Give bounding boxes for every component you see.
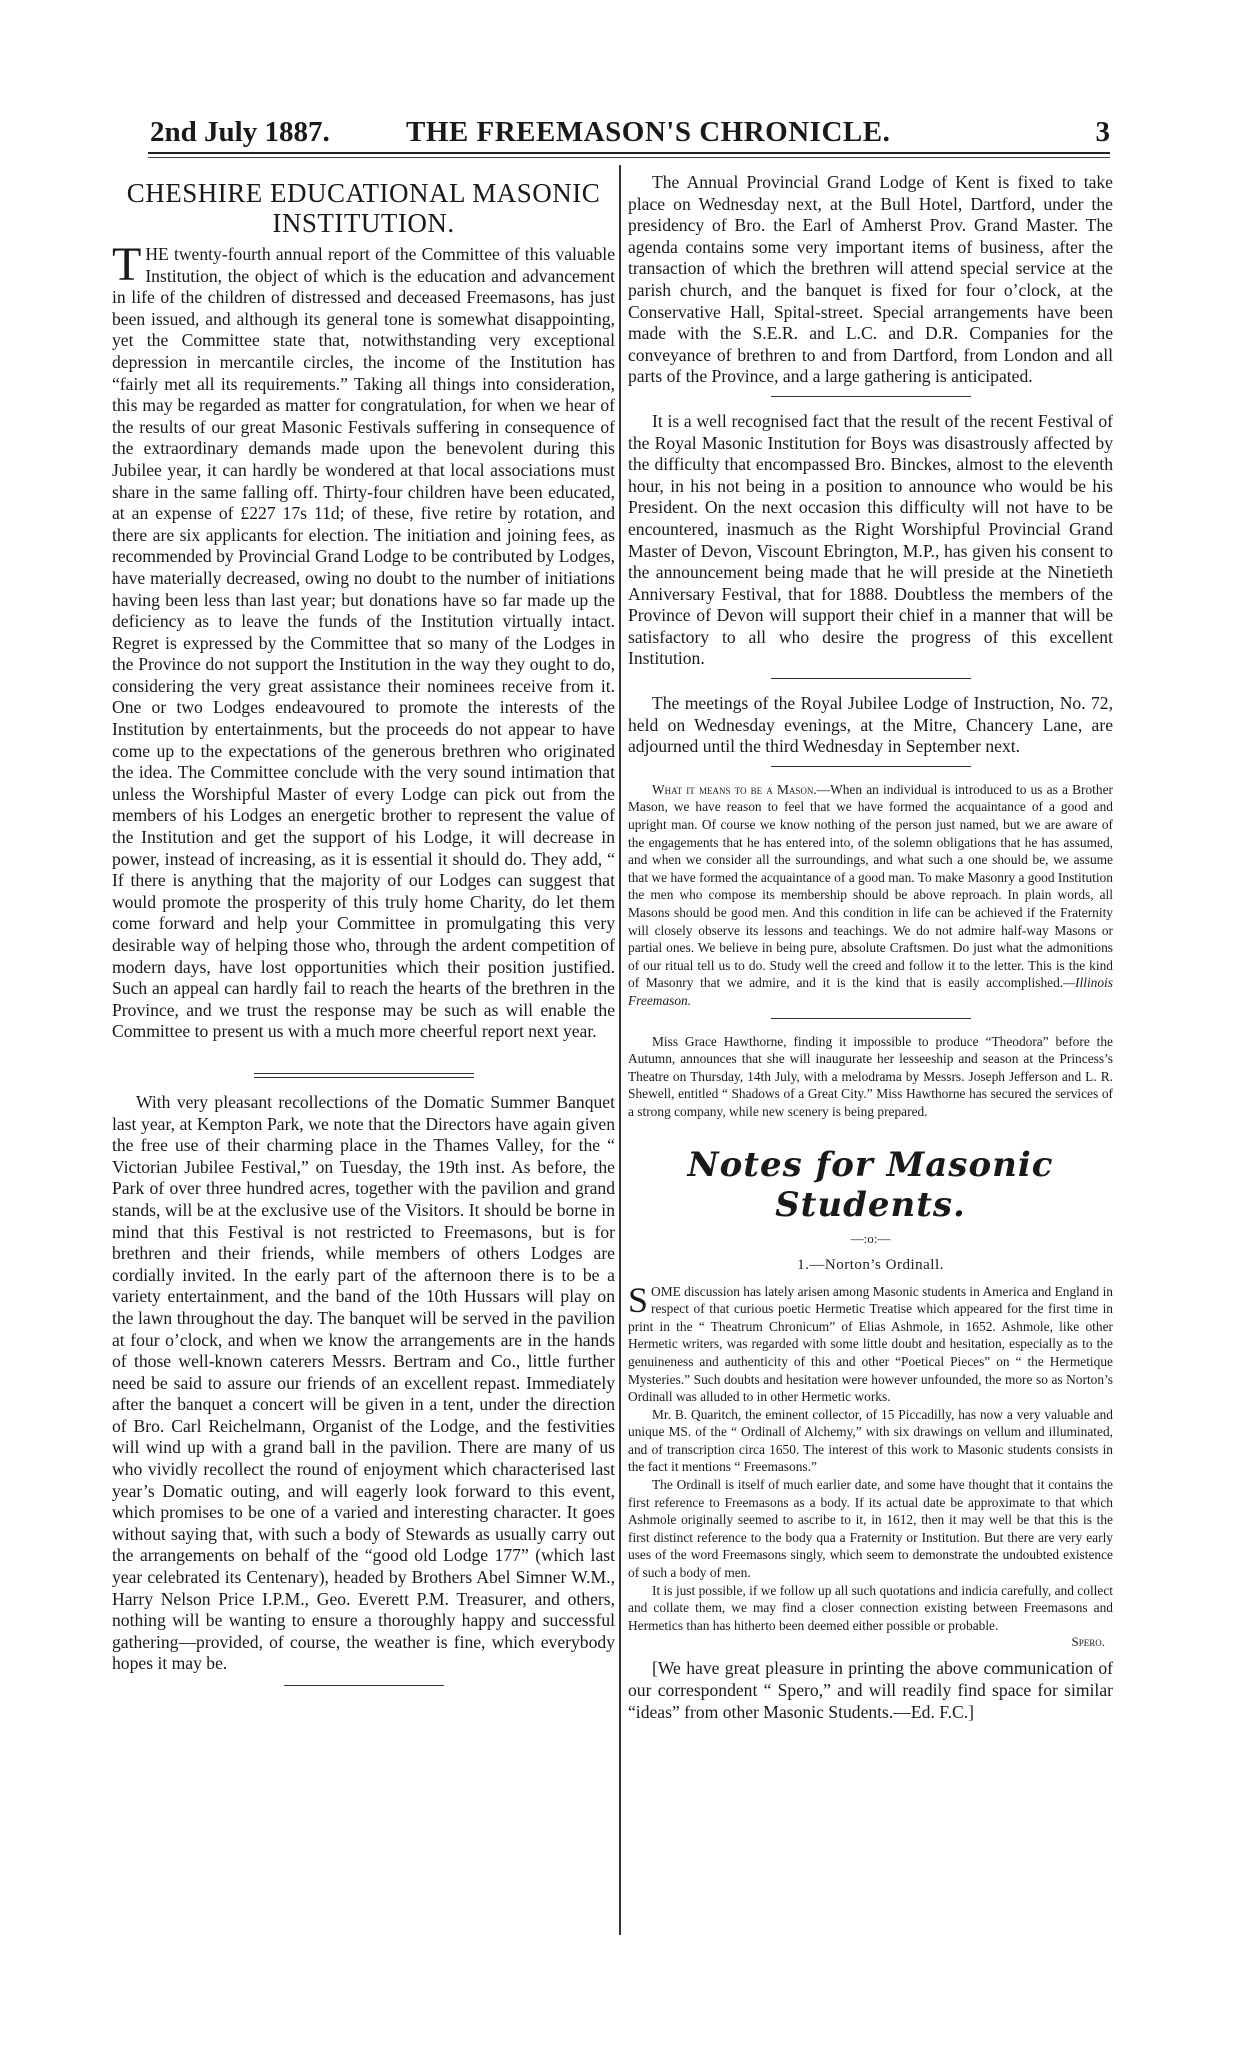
notes-paragraph-2: Mr. B. Quaritch, the eminent collector, of 15 Piccadilly, has now a very valuable and unique MS. of the “ Ordinall of Alchemy,” with six drawings on vellum and illuminated, and of transcription circa 1650. The interest of this work to Masonic students consists in the fact it mentions “ Freemasons.” [628, 1406, 1113, 1475]
newspaper-title: THE FREEMASON'S CHRONICLE. [406, 116, 891, 148]
mason-source: —Illinois Freemason. [628, 975, 1113, 1008]
mason-body: —When an individual is introduced to us as a Brother Mason, we have reason to feel that we have formed the acquaintance of a good and upright man. Of course we know nothing of the person just named, but we are aware of the engagements that he has entered into, of the solemn obligations that he has assumed, and when we consider all the surroundings, and what such a one should be, we assume that we have formed the acquaintance of a good man. To make Masonry a good Institution the men who compose its membership should be above reproach. In plain words, all Masons should be good men. And this condition in life can be achieved if the Fraternity will closely observe its lessons and teachings. We do not admire half-way Masons or partial ones. We believe in being pure, absolute Craftsmen. Do just what the admonitions of our ritual tell us to do. Study well the creed and follow it to the letter. This is the kind of Masonry that we admire, and it is the kind that is easily accomplished. [628, 781, 1113, 991]
notes-paragraph-3: The Ordinall is itself of much earlier date, and some have thought that it contains the first reference to Freemasons as a body. If its actual date be approximate to that which Ashmole originally seemed to ascribe to it, in 1612, then it may well be that this is the first distinct reference to the body qua a Fraternity or Institution. But there are very early uses of the word Freemasons singly, which seem to demonstrate the undoubted existence of such a body of men. [628, 1477, 1113, 1581]
mason-lead: What it means to be a Mason. [652, 781, 817, 797]
jubilee-lodge-article: The meetings of the Royal Jubilee Lodge of Instruction, No. 72, held on Wednesday evenings, at the Mitre, Chancery Lane, are adjourned until the third Wednesday in September next. [628, 693, 1113, 757]
drop-cap: T [112, 238, 142, 291]
notes-paragraph-4: It is just possible, if we follow up all such quotations and indicia carefully, and collect and collate them, we may find a closer connection existing between Freemasons and Hermetics than has hitherto been deemed either possible or probable. [628, 1582, 1113, 1633]
issue-date: 2nd July 1887. [150, 116, 330, 148]
mason-article [628, 781, 1113, 1010]
notes-paragraph-1 [628, 1279, 1113, 1406]
editor-note: [We have great pleasure in printing the above communication of our correspondent “ Spero,” and will readily find space for similar “ideas” from other Masonic Students.—Ed. F.C.] [628, 1658, 1113, 1722]
column-divider [619, 165, 621, 1935]
domatic-article: With very pleasant recollections of the Domatic Summer Banquet last year, at Kempton Park, we note that the Directors have again given the free use of their charming place in the Thames Valley, for the “ Victorian Jubilee Festival,” on Tuesday, the 19th inst. As before, the Park of over three hundred acres, together with the pavilion and grand stands, will be at the exclusive use of the Visitors. It should be borne in mind that this Festival is not restricted to Freemasons, but is for brethren and their friends, while members of others Lodges are cordially invited. In the early part of the afternoon there is to be a variety entertainment, and the band of the 10th Hussars will play on the lawn throughout the day. The banquet will be served in the pavilion at four o’clock, and when we know the arrangements are in the hands of those well-known caterers Messrs. Bertram and Co., little further need be said to assure our friends of an excellent repast. Immediately after the banquet a concert will be given in a tent, under the direction of Bro. Carl Reichelmann, Organist of the Lodge, and the festivities will wind up with a grand ball in the pavilion. There are many of us who vividly recollect the round of enjoyment which characterised last year’s Domatic outing, and will eagerly look forward to this event, which promises to be one of a varied and interesting character. It goes without saying that, with such a body of Stewards as usually carry out the arrangements on behalf of the “good old Lodge 177” (which last year celebrated its Centenary), headed by Brothers Abel Simner W.M., Harry Nelson Price I.P.M., Geo. Everett P.M. Treasurer, and others, nothing will be wanting to ensure a thoroughly happy and successful gathering—provided, of course, the weather is fine, which everybody hopes it may be. [112, 1091, 615, 1674]
notes-subhead: 1.—Norton’s Ordinall. [797, 1256, 944, 1273]
masthead [150, 112, 1110, 152]
masthead-rule-thin [148, 157, 1110, 158]
signature: Spero. [1071, 1634, 1105, 1650]
left-column [112, 172, 615, 1686]
drop-cap: S [628, 1279, 649, 1320]
cheshire-body: HE twenty-fourth annual report of the Committee of this valuable Institution, the object of which is the education and advancement in life of the children of distressed and deceased Freemasons, has just been issued, and although its general tone is somewhat disappointing, yet the Committee state that, notwithstanding very exceptional depression in mercantile circles, the income of the Institution has “fairly met all its requirements.” Taking all things into consideration, this may be regarded as matter for congratulation, for when we hear of the results of our great Masonic Festivals suffering in consequence of the extraordinary demands made upon the benevolent during this Jubilee year, it can hardly be wondered at that local associations must share in the same falling off. Thirty-four children have been educated, at an expense of £227 17s 11d; of these, five retire by rotation, and there are six applicants for election. The initiation and joining fees, as recommended by Provincial Grand Lodge to be contributed by Lodges, have materially decreased, owing no doubt to the number of initiations having been less than last year; but donations have so far made up the deficiency as to leave the funds of the Institution virtually intact. Regret is expressed by the Committee that so many of the Lodges in the Province do not support the Institution in the way they ought to do, considering the very great assistance their nominees receive from it. One or two Lodges endeavoured to promote the interests of the Institution by entertainments, but the proceeds do not appear to have come up to the expectations of the generous brethren who originated the idea. The Committee conclude with the very sound intimation that unless the Worshipful Master of every Lodge can pick out from the members of his Lodges an energetic brother to represent the value of the Institution and get the support of his Lodge, it will decrease in power, instead of increasing, as it is essential it should do. They add, “ If there is anything that the majority of our Lodges can suggest that would promote the prosperity of this truly home Charity, do let them come forward and help your Committee in promulgating this very desirable way of helping those who, through the ardent competition of modern days, have lost opportunities which their position justified. Such an appeal can hardly fail to reach the hearts of the brethren in the Province, and we trust the response may be such as will enable the Committee to present us with a much more cheerful report next year. [112, 244, 615, 1042]
cheshire-article [112, 238, 615, 1043]
section-ornament: —:o:— [850, 1230, 891, 1246]
notes-p1-body: OME discussion has lately arisen among Masonic students in America and England in respect of that curious poetic Hermetic Treatise which appeared for the first time in print in the “ Theatrum Chronicum” of Elias Ashmole, in 1652. Ashmole, like other Hermetic writers, was regarded with some little doubt and hesitation, especially as to the genuineness and authenticity of this and other “Poetical Pieces” on “ the Hermetique Mysteries.” Such doubts and hesitation were however unfounded, the more so as Norton’s Ordinall was alluded to in other Hermetic works. [628, 1283, 1113, 1405]
right-column [628, 172, 1113, 1723]
boys-festival-article: It is a well recognised fact that the result of the recent Festival of the Royal Masonic Institution for Boys was disastrously affected by the difficulty that encompassed Bro. Binckes, almost to the eleventh hour, in his not being in a position to announce who would be his President. On the next occasion this difficulty will not have to be encountered, inasmuch as the Right Worshipful Provincial Grand Master of Devon, Viscount Ebrington, M.P., has given his consent to the announcement being made that he will preside at the Ninetieth Anniversary Festival, that for 1888. Doubtless the members of the Province of Devon will support their chief in a manner that will be satisfactory to all who desire the progress of this excellent Institution. [628, 410, 1113, 669]
page-number: 3 [1095, 116, 1110, 148]
cheshire-headline: CHESHIRE EDUCATIONAL MASONIC INSTITUTION. [126, 178, 601, 238]
hawthorne-article: Miss Grace Hawthorne, finding it impossible to produce “Theodora” before the Autumn, announces that she will inaugurate her lesseeship and season at the Princess’s Theatre on Thursday, 14th July, with a melodrama by Messrs. Joseph Jefferson and L. R. Shewell, entitled “ Shadows of a Great City.” Miss Hawthorne has secured the services of a strong company, while new scenery is being prepared. [628, 1033, 1113, 1119]
column-end-rule [284, 1685, 444, 1686]
masthead-rule [148, 152, 1110, 154]
kent-article: The Annual Provincial Grand Lodge of Kent is fixed to take place on Wednesday next, at the Bull Hotel, Dartford, under the presidency of Bro. the Earl of Amherst Prov. Grand Master. The agenda contains some very important items of business, after the transaction of which the brethren will attend special service at the parish church, and the banquet is fixed for four o’clock, at the Conservative Hall, Spital-street. Special arrangements have been made with the S.E.R. and L.C. and D.R. Companies for the conveyance of brethren to and from Dartford, from London and all parts of the Province, and a large gathering is anticipated. [628, 172, 1113, 387]
notes-section-title: Notes for Masonic Students. [687, 1144, 1054, 1225]
